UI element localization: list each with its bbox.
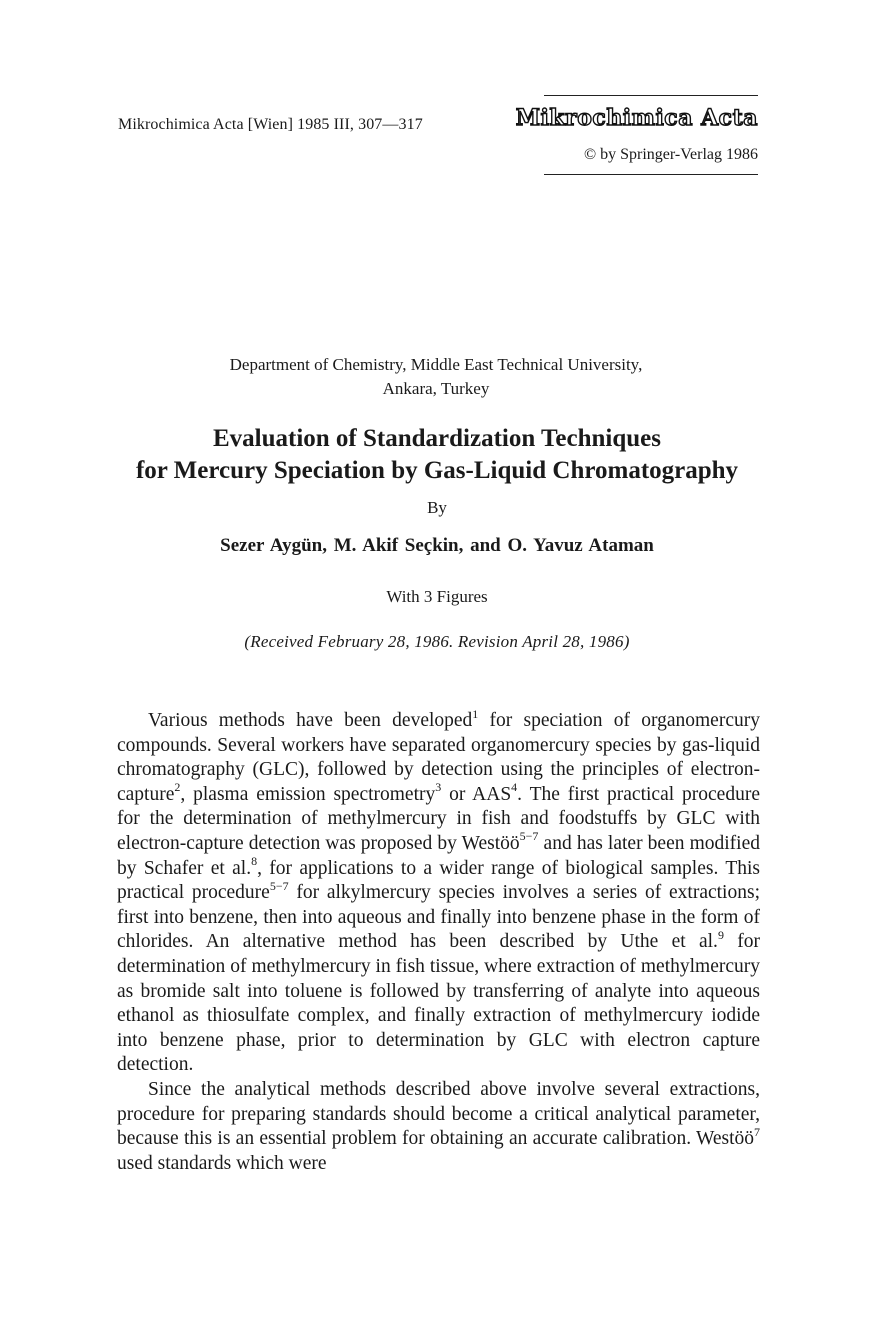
- body-text-run: for speciation of organomercury compounds. Several workers have separated organomercury species by gas-liquid chromatography (GLC), followed by detection using the principles of electron-capture: [117, 710, 760, 805]
- reference-superscript: 4: [511, 780, 518, 795]
- affiliation: [0, 353, 872, 401]
- reference-superscript: 3: [435, 780, 442, 795]
- reference-superscript: 7: [754, 1124, 760, 1139]
- received-dates: (Received February 28, 1986. Revision April 28, 1986): [244, 632, 630, 651]
- body-text-run: and has later been modified by Schafer et al.: [117, 832, 760, 879]
- body-text-run: for alkylmercury species involves a series of extractions; first into benzene, then into aqueous and finally into benzene phase in the form of chlorides. An alternative method has been described by Uthe et al.: [117, 882, 760, 953]
- journal-logo: Mikrochimica Acta: [515, 105, 758, 131]
- body-text-run: used standards which were: [117, 1152, 327, 1174]
- figures-note: With 3 Figures: [386, 587, 488, 606]
- reference-superscript: 5−7: [269, 878, 289, 893]
- reference-superscript: 2: [174, 780, 181, 795]
- body-text-run: Since the analytical methods described above involve several extractions, procedure for preparing standards should become a critical analytical parameter, because this is an essential problem for obtaining an accurate calibration. Westöö: [117, 1078, 760, 1150]
- body-text-run: or AAS: [441, 783, 512, 805]
- body-text-run: , plasma emission spectrometry: [180, 783, 436, 805]
- journal-reference: Mikrochimica Acta [Wien] 1985 III, 307—317: [118, 116, 423, 133]
- reference-superscript: 9: [717, 927, 724, 942]
- masthead-top-rule: [544, 95, 758, 96]
- reference-superscript: 8: [251, 854, 258, 869]
- paper-title: [0, 423, 874, 487]
- reference-superscript: 5−7: [519, 829, 539, 844]
- title-line-2: for Mercury Speciation by Gas-Liquid Chromatography: [135, 457, 739, 484]
- paragraph-2: [117, 1078, 760, 1176]
- by-label: By: [427, 498, 447, 517]
- title-line-1: Evaluation of Standardization Techniques: [212, 425, 662, 452]
- body-text-run: for determination of methylmercury in fish tissue, where extraction of methylmercury as bromide salt into toluene is followed by transferring of analyte into aqueous ethanol as thiosulfate complex, and finally extraction of methylmercury iodide into benzene phase, prior to determination by GLC with electron capture detection.: [117, 931, 760, 1076]
- affiliation-line-2: Ankara, Turkey: [382, 379, 490, 398]
- author-list: Sezer Aygün, M. Akif Seçkin, and O. Yavuz Ataman: [220, 535, 654, 556]
- journal-masthead: [515, 95, 758, 177]
- reference-superscript: 1: [472, 706, 479, 721]
- body-text: [117, 706, 760, 1176]
- body-text-run: . The first practical procedure for the determination of methylmercury in fish and foodstuffs by GLC with electron-capture detection was proposed by Westöö: [117, 783, 760, 854]
- paragraph-1: [117, 706, 760, 1078]
- masthead-bottom-rule: [544, 174, 758, 175]
- body-text-run: , for applications to a wider range of biological samples. This practical procedure: [117, 857, 760, 904]
- copyright-notice: © by Springer-Verlag 1986: [583, 146, 758, 163]
- affiliation-line-1: Department of Chemistry, Middle East Technical University,: [229, 355, 643, 374]
- body-text-run: Various methods have been developed: [148, 710, 473, 731]
